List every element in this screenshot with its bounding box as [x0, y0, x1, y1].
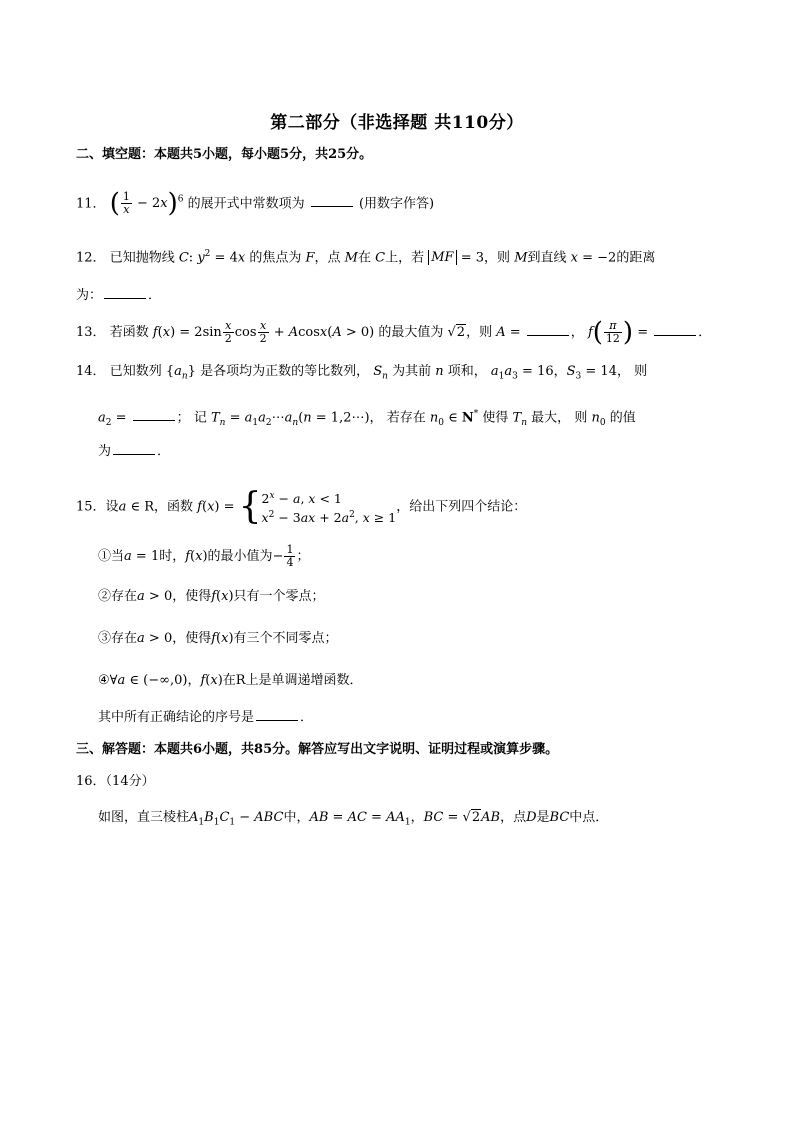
q12-answer-blank[interactable] [104, 286, 146, 299]
q15-text: 在R上是单调递增函数． [222, 673, 363, 688]
q15-conclusion-2: ②存在a > 0，使得f(x)只有一个零点； [98, 589, 325, 604]
q15-number: 15． [76, 499, 106, 515]
q14-text: ， [553, 364, 567, 379]
q15-text: ，函数 [154, 499, 194, 515]
q15-text: 只有一个零点； [233, 589, 325, 604]
q14-text: 则 [634, 364, 648, 379]
question-16-header [76, 772, 155, 792]
q16-text: 是 [536, 810, 550, 825]
q16-score: （14分） [105, 774, 155, 789]
q15-conclusion-3: ③存在a > 0，使得f(x)有三个不同零点； [98, 631, 338, 646]
q14-text: 则 [574, 410, 588, 426]
q15-text: 有三个不同零点； [233, 631, 338, 646]
q14-answer-blank-a[interactable] [133, 408, 175, 421]
q14-text: 项和， [447, 364, 487, 379]
q13-text: 若函数 [109, 325, 149, 340]
q13-answer-blank-a[interactable] [527, 323, 569, 336]
q16-text: 中点． [569, 810, 609, 825]
q14-text: 的值 [609, 410, 636, 426]
q14-text: 最大， [531, 410, 571, 426]
q15-text: ，使得 [172, 589, 212, 604]
question-16-text: 如图，直三棱柱$A_1B_1C_1$ − ABC中，AB = AC = $AA_1$，BC = √2AB，点D是BC中点． [98, 810, 609, 828]
q15-text: ②存在 [98, 589, 138, 604]
q15-text: 设 [105, 499, 119, 515]
q15-text: ． [300, 710, 314, 725]
q12-text: 在 [357, 250, 371, 266]
q13-function: f(x) = 2sin $\frac{x}{2}$ cos $\frac{x}{2}$ + Acosx(A > 0) [152, 319, 375, 345]
q16-text: 中， [283, 810, 310, 825]
q11-number: 11． [76, 196, 106, 212]
q13-text: 的最大值为 [378, 325, 444, 340]
q12-text: 的焦点为 [249, 250, 302, 266]
q16-text: ， [410, 810, 424, 825]
q15-conclusion-1: ①当a = 1时，f(x)的最小值为− $\frac{1}{4}$ ； [98, 543, 310, 569]
q15-text: ，使得 [172, 631, 212, 646]
q12-parabola: C [178, 250, 189, 266]
q12-number: 12． [76, 250, 106, 266]
question-13: 13． 若函数 f(x) = 2sin $\frac{x}{2}$ cos $\frac{x}{2}$ + Acosx(A > 0) 的最大值为 √2，则 A = ， f( $\frac{\pi}{12}$ ) = ． [76, 317, 712, 348]
section-3-heading: 三、解答题：本题共6小题，共85分。解答应写出文字说明、证明过程或演算步骤。 [76, 742, 559, 757]
q13-number: 13． [76, 325, 106, 340]
q14-text: 为 [98, 444, 112, 459]
q12-text: 上，若 [385, 250, 425, 266]
q14-text: ； [176, 410, 190, 426]
q11-expression: ( $\frac{1}{x}$ − 2x)$^6$ [109, 188, 184, 219]
q12-text: 到直线 [527, 250, 567, 266]
q14-text: 为其前 [392, 364, 432, 379]
q15-text: ①当 [98, 549, 125, 564]
q15-answer-blank[interactable] [256, 708, 298, 721]
q15-text: ； [296, 549, 310, 564]
q15-conclusion-4: ④∀a ∈ (−∞,0)，f(x)在R上是单调递增函数． [98, 673, 363, 688]
q15-text: 时， [159, 549, 186, 564]
question-14-line-1: 14． 已知数列 $\{a_n\}$ 是各项均为正数的等比数列， $S_n$ 为其前 n 项和， $a_1a_3 = 16$，$S_3 = 14$， 则 [76, 364, 648, 382]
q11-text: 的展开式中常数项为 [187, 196, 305, 212]
question-12-line-2 [76, 286, 161, 306]
q11-note: (用数字作答) [358, 196, 435, 212]
q12-text: ． [148, 288, 162, 303]
q15-text: ，给出下列四个结论： [396, 499, 527, 515]
q15-text: ， [187, 673, 201, 688]
q14-text: 若存在 [386, 410, 426, 426]
q12-text: 为： [76, 288, 103, 303]
q16-text: ，点 [500, 810, 527, 825]
q15-question [98, 708, 313, 728]
q15-text: ④ [98, 673, 110, 688]
q14-text: ， [369, 410, 383, 426]
q14-text: 已知数列 [109, 364, 162, 379]
q12-text: 的距离 [616, 250, 656, 266]
question-11 [76, 188, 435, 219]
q14-answer-blank-b[interactable] [113, 442, 155, 455]
q13-text: ，则 [466, 325, 493, 340]
q15-text: ③存在 [98, 631, 138, 646]
q15-text: 的最小值为 [207, 549, 273, 564]
q14-text: 使得 [482, 410, 509, 426]
question-12-line-1: 12． 已知抛物线 C: $y^2 = 4x$ 的焦点为 F，点 M在 C上，若 MF = 3，则 M到直线 x = −2的距离 [76, 249, 656, 266]
q11-answer-blank[interactable] [311, 194, 353, 207]
q16-number: 16． [76, 774, 106, 789]
question-15: 15．设a ∈ R，函数 f(x) = { $2^x - a$, x < 1 $x^2 - 3ax + 2a^2$, x ≥ 1 ，给出下列四个结论： [76, 486, 527, 528]
q12-text: ，点 [314, 250, 341, 266]
q13-text: ， [570, 325, 584, 340]
part-title: 第二部分（非选择题 共110分） [270, 113, 524, 133]
section-2-heading: 二、填空题：本题共5小题，每小题5分，共25分。 [76, 147, 373, 162]
q14-number: 14． [76, 364, 106, 379]
question-14-line-2: $a_2$ = ； 记 $T_n$ = $a_1a_2\cdots a_n(n$ = 1,2⋯)， 若存在 $n_0$ ∈ N* 使得 $T_n$ 最大， 则 $n_0$ 的值 [98, 409, 636, 428]
question-14-line-3 [98, 442, 170, 462]
q14-text: ． [157, 444, 171, 459]
q14-text: 是各项均为正数的等比数列， [200, 364, 370, 379]
q13-answer-blank-b[interactable] [654, 323, 696, 336]
q14-text: 记 [193, 410, 207, 426]
q12-text: ，则 [484, 250, 511, 266]
q15-text: 其中所有正确结论的序号是 [98, 710, 255, 725]
q16-text: 如图，直三棱柱 [98, 810, 190, 825]
q12-text: 已知抛物线 [109, 250, 175, 266]
